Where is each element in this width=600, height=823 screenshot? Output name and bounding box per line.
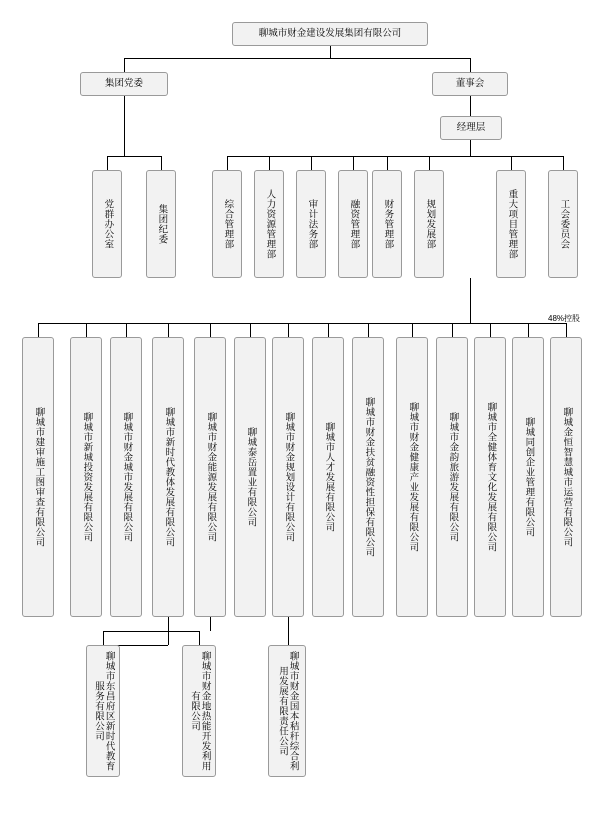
connector-line	[199, 631, 200, 645]
connector-line	[328, 323, 329, 337]
connector-line	[227, 156, 228, 170]
connector-line	[412, 323, 413, 337]
org-node-label: 聊城泰岳置业有限公司	[245, 427, 257, 527]
connector-line	[103, 631, 199, 632]
org-node-s14	[550, 337, 582, 617]
org-node-label: 董事会	[455, 77, 485, 89]
org-node-label: 聊城市新时代教体发展有限公司	[163, 407, 175, 547]
org-node-label: 工会委员会	[558, 199, 570, 249]
org-node-d3	[212, 170, 242, 278]
org-node-g3	[268, 645, 306, 777]
connector-line	[353, 156, 354, 170]
connector-line	[124, 58, 125, 72]
org-node-label: 聊城市财金国本秸秆综合利用发展有限责任公司	[277, 651, 299, 771]
org-node-label: 人力资源管理部	[264, 189, 276, 259]
org-node-label: 党群办公室	[102, 199, 114, 249]
connector-line	[452, 323, 453, 337]
connector-line	[511, 156, 512, 170]
org-node-d8	[414, 170, 444, 278]
connector-line	[107, 156, 108, 170]
connector-line	[250, 323, 251, 337]
org-node-board	[432, 72, 508, 96]
connector-line	[38, 323, 39, 337]
connector-line	[528, 323, 529, 337]
org-node-g1	[86, 645, 120, 777]
connector-line	[124, 96, 125, 156]
org-node-s3	[110, 337, 142, 617]
connector-line	[210, 617, 211, 631]
org-node-d5	[296, 170, 326, 278]
org-node-label: 聊城市财金扶贫融资性担保有限公司	[363, 397, 375, 557]
org-node-s12	[474, 337, 506, 617]
org-node-label: 集团纪委	[156, 204, 168, 244]
org-node-d9	[496, 170, 526, 278]
org-node-label: 聊城市人才发展有限公司	[323, 422, 335, 532]
org-node-party	[80, 72, 168, 96]
connector-line	[387, 156, 388, 170]
org-node-d7	[372, 170, 402, 278]
connector-line	[470, 278, 471, 323]
org-node-label: 聊城市财金地热能开发利用有限公司	[189, 651, 211, 771]
org-node-label: 重大项目管理部	[506, 189, 518, 259]
connector-line	[103, 631, 104, 645]
org-node-label: 聊城市金韵旅游发展有限公司	[447, 412, 459, 542]
connector-line	[38, 323, 566, 324]
org-node-label: 聊城市财金规划设计有限公司	[283, 412, 295, 542]
connector-line	[126, 323, 127, 337]
org-node-s7	[272, 337, 304, 617]
org-node-s9	[352, 337, 384, 617]
connector-line	[124, 58, 470, 59]
org-node-label: 聊城同创企业管理有限公司	[523, 417, 535, 537]
org-node-s10	[396, 337, 428, 617]
connector-line	[563, 156, 564, 170]
connector-line	[490, 323, 491, 337]
org-node-label: 聊城市财金能源发展有限公司	[205, 412, 217, 542]
connector-line	[107, 156, 161, 157]
connector-line	[429, 156, 430, 170]
org-node-label: 聊城市东昌府区新时代教育服务有限公司	[93, 651, 115, 771]
connector-line	[368, 323, 369, 337]
connector-line	[566, 323, 567, 337]
connector-line	[86, 323, 87, 337]
org-node-label: 综合管理部	[222, 199, 234, 249]
org-node-s5	[194, 337, 226, 617]
org-node-d2	[146, 170, 176, 278]
org-node-s1	[22, 337, 54, 617]
connector-line	[269, 156, 270, 170]
org-node-s2	[70, 337, 102, 617]
org-node-d10	[548, 170, 578, 278]
org-node-label: 融资管理部	[348, 199, 360, 249]
org-node-d4	[254, 170, 284, 278]
connector-line	[311, 156, 312, 170]
org-node-d6	[338, 170, 368, 278]
org-node-s11	[436, 337, 468, 617]
org-node-label: 集团党委	[104, 77, 143, 89]
org-node-label: 财务管理部	[382, 199, 394, 249]
org-node-label: 聊城金恒智慧城市运营有限公司	[561, 407, 573, 547]
org-node-label: 审计法务部	[306, 199, 318, 249]
org-node-label: 聊城市财金健康产业发展有限公司	[407, 402, 419, 552]
org-node-d1	[92, 170, 122, 278]
org-node-label: 聊城市建审施工图审查有限公司	[33, 407, 45, 547]
connector-line	[161, 156, 162, 170]
org-node-label: 规划发展部	[424, 199, 436, 249]
connector-line	[210, 323, 211, 337]
org-node-s13	[512, 337, 544, 617]
connector-line	[288, 323, 289, 337]
org-node-label: 聊城市新城投资发展有限公司	[81, 412, 93, 542]
ownership-annotation: 48%控股	[548, 314, 581, 323]
org-node-s8	[312, 337, 344, 617]
connector-line	[168, 323, 169, 337]
org-node-label: 聊城市财金建设发展集团有限公司	[258, 27, 402, 39]
org-node-label: 经理层	[456, 121, 486, 133]
connector-line	[470, 140, 471, 156]
org-node-label: 聊城市全健体育文化发展有限公司	[485, 402, 497, 552]
org-node-mgmt	[440, 116, 502, 140]
org-node-s4	[152, 337, 184, 617]
org-node-label: 聊城市财金城市发展有限公司	[121, 412, 133, 542]
connector-line	[470, 96, 471, 116]
connector-line	[227, 156, 563, 157]
org-node-root	[232, 22, 428, 46]
org-node-s6	[234, 337, 266, 617]
connector-line	[330, 46, 331, 58]
connector-line	[470, 58, 471, 72]
org-node-g2	[182, 645, 216, 777]
connector-line	[288, 617, 289, 645]
